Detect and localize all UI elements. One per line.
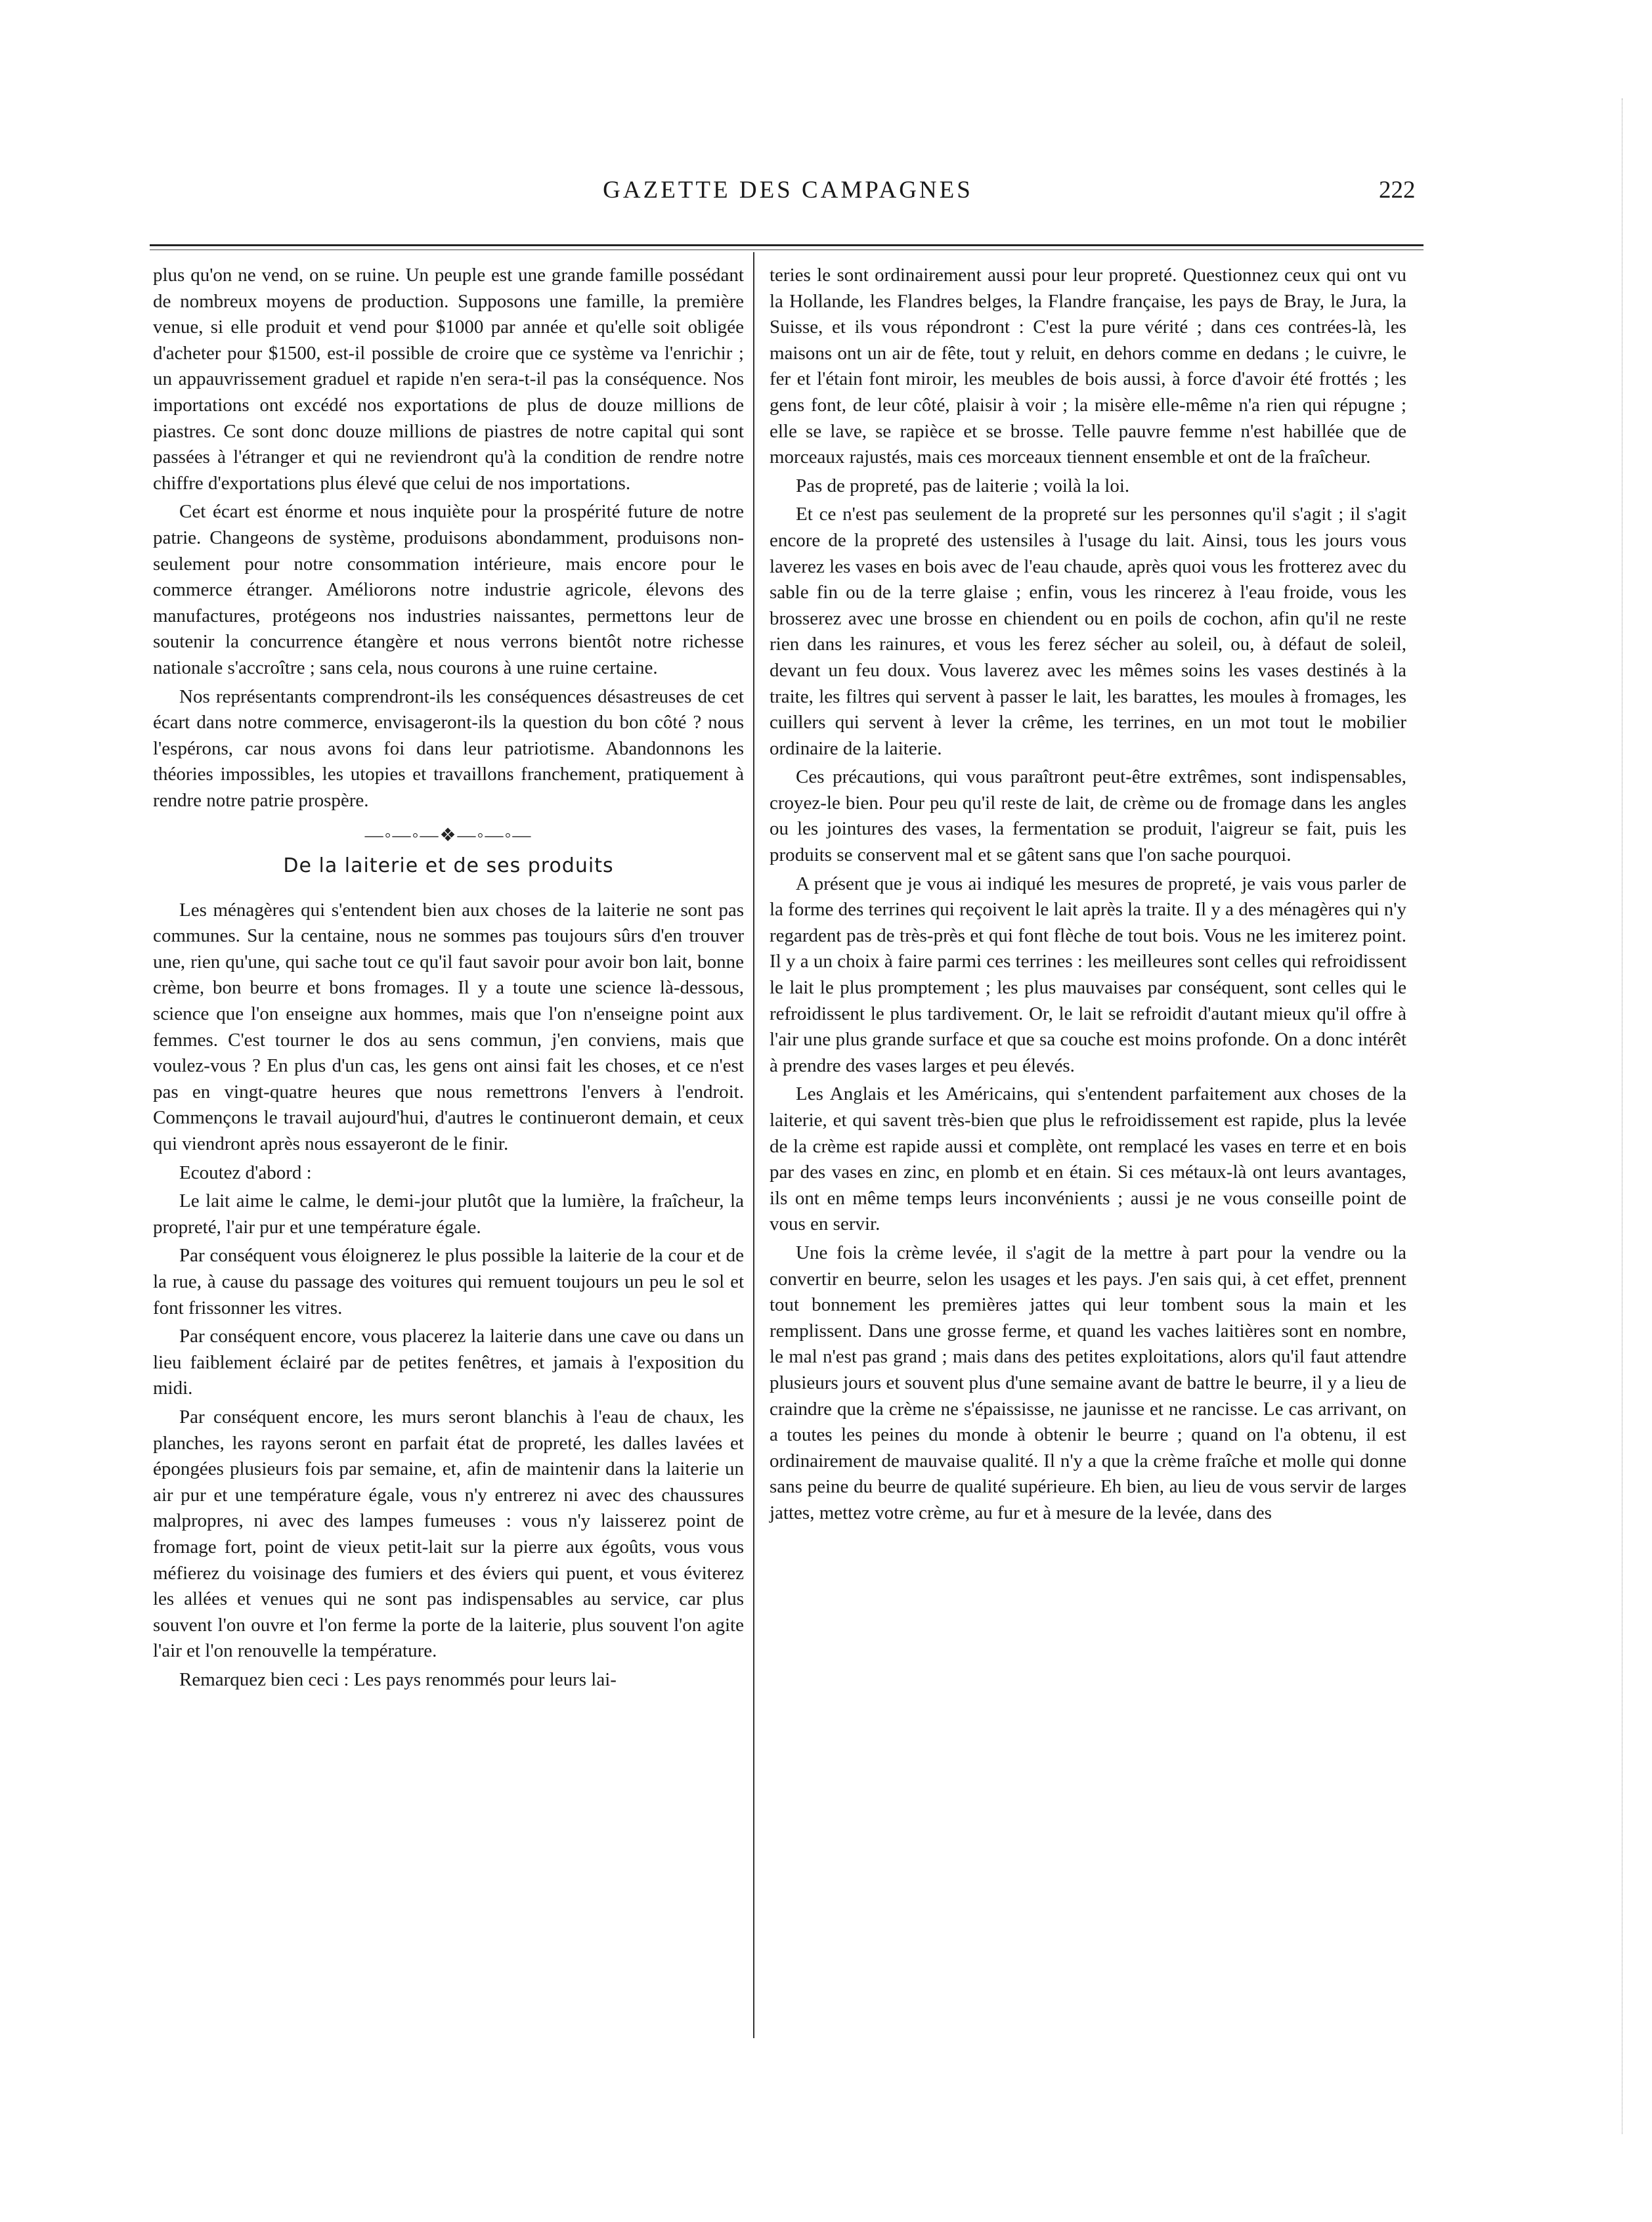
paragraph: plus qu'on ne vend, on se ruine. Un peuple est une grande famille possédant de nombreux moyens de production. Supposons une famille, la première venue, si elle produit et vend pour $1000 par année et qu'elle soit obligée d'acheter pour $1500, est-il possible de croire que ce système va l'enrichir ; un appauvrissement graduel et rapide n'en sera-t-il pas la conséquence. Nos importations ont excédé nos exportations de plus de douze millions de piastres. Ce sont donc douze millions de piastres de notre capital qui sont passées à l'étranger et qui ne reviendront qu'à la condition de rendre notre chiffre d'exportations plus élevé que celui de nos importations. — [153, 265, 744, 494]
journal-title: GAZETTE DES CAMPAGNES — [603, 177, 973, 204]
section-title: De la laiterie et de ses produits — [283, 854, 614, 878]
paragraph: Le lait aime le calme, le demi-jour plutôt que la lumière, la fraîcheur, la propreté, l'air pur et une température égale. — [153, 1190, 744, 1238]
paragraph: Une fois la crème levée, il s'agit de la mettre à part pour la vendre ou la convertir en beurre, selon les usages et les pays. J'en sais qui, à cet effet, prennent tout bonnement les premières jattes qui leur tombent sous la main et les remplissent. Dans une grosse ferme, et quand les vaches laitières sont en nombre, le mal n'est pas grand ; mais dans des petites exploitations, alors qu'il faut attendre plusieurs jours et souvent plus d'une semaine avant de battre le beurre, il y a lieu de craindre que la crème ne s'épaississe, ne jaunisse et ne rancisse. Le cas arrivant, on a toutes les peines du monde à obtenir le beurre ; quand on l'a obtenu, il est ordinairement de mauvaise qualité. Il n'y a que la crème fraîche et molle qui donne sans peine du beurre de qualité supérieure. Eh bien, au lieu de vous servir de larges jattes, mettez votre crème, au fur et à mesure de la levée, dans des — [770, 1242, 1406, 1523]
paragraph: Ecoutez d'abord : — [179, 1162, 312, 1183]
column-divider — [753, 252, 754, 2038]
paragraph: Par conséquent vous éloignerez le plus possible la laiterie de la cour et de la rue, à cause du passage des voitures qui remuent toujours un peu le sol et font frissonner les vitres. — [153, 1245, 744, 1318]
paragraph: Ces précautions, qui vous paraîtront peut-être extrêmes, sont indispensables, croyez-le bien. Pour peu qu'il reste de lait, de crème ou de fromage dans les angles ou les jointures des vases, la fermentation se produit, l'aigreur se fait, puis les produits se conservent mal et se gâtent sans que l'on sache pourquoi. — [770, 766, 1406, 866]
paragraph: A présent que je vous ai indiqué les mesures de propreté, je vais vous parler de la forme des terrines qui reçoivent le lait après la traite. Il y a des ménagères qui n'y regardent pas de très-près et qui font flèche de tout bois. Vous ne les imiterez point. Il y a un choix à faire parmi ces terrines : les meilleures sont celles qui refroidissent le lait le plus promptement ; les plus mauvaises par conséquent, sont celles qui le refroidissent le plus tardivement. Or, le lait se refroidit d'autant mieux qu'il offre à l'air une plus grande surface et que sa couche est moins profonde. On a donc intérêt à prendre des vases larges et peu élevés. — [770, 873, 1406, 1076]
page-number: 222 — [1379, 177, 1416, 204]
header-rule — [150, 244, 1424, 246]
section-ornament: —◦—◦—❖—◦—◦— — [364, 825, 533, 846]
paragraph: teries le sont ordinairement aussi pour leur propreté. Questionnez ceux qui ont vu la Hollande, les Flandres belges, la Flandre française, les pays de Bray, le Jura, la Suisse, et ils vous répondront : C'est la pure vérité ; dans ces contrées-là, les maisons ont un air de fête, tout y reluit, en dehors comme en dedans ; le cuivre, le fer et l'étain font miroir, les meubles de bois aussi, à force d'avoir été frottés ; les gens font, de leur côté, plaisir à voir ; la misère elle-même n'a rien qui répugne ; elle se lave, se rapièce et se brosse. Telle pauvre femme n'est habillée que de morceaux rajustés, mais ces morceaux tiennent ensemble et ont de la fraîcheur. — [770, 265, 1406, 468]
paragraph: Remarquez bien ceci : Les pays renommés pour leurs lai- — [179, 1668, 617, 1690]
paragraph: Les ménagères qui s'entendent bien aux choses de la laiterie ne sont pas communes. Sur la centaine, nous ne sommes pas toujours sûrs d'en trouver une, rien qu'une, qui sache tout ce qu'il faut savoir pour avoir bon lait, bonne crème, bon beurre et bons fromages. Il y a toute une science là-dessous, science que l'on enseigne aux hommes, mais que l'on n'enseigne point aux femmes. C'est tourner le dos au sens commun, j'en conviens, mais que voulez-vous ? En plus d'un cas, les gens ont ainsi fait les choses, et ce n'est pas en vingt-quatre heures que nous remettrons l'envers à l'endroit. Commençons le travail aujourd'hui, d'autres le continueront demain, et ceux qui viendront après nous essayeront de le finir. — [153, 899, 744, 1154]
paragraph: Et ce n'est pas seulement de la propreté sur les personnes qu'il s'agit ; il s'agit encore de la propreté des ustensiles à l'usage du lait. Ainsi, tous les jours vous laverez les vases en bois avec de l'eau chaude, après quoi vous les frotterez avec du sable fin ou de la terre glaise ; enfin, vous les rincerez à l'eau froide, vous les brosserez avec une brosse en chiendent ou en poils de cochon, afin qu'il ne reste rien dans les rainures, et vous les ferez sécher au soleil, ou, à défaut de soleil, devant un feu doux. Vous laverez avec les mêmes soins les vases destinés à la traite, les filtres qui servent à passer le lait, les barattes, les moules à fromages, les cuillers qui servent à lever la crême, les terrines, en un mot tout le mobilier ordinaire de la laiterie. — [770, 504, 1406, 759]
paragraph: Par conséquent encore, vous placerez la laiterie dans une cave ou dans un lieu faiblement éclairé par de petites fenêtres, et jamais à l'exposition du midi. — [153, 1326, 744, 1399]
left-column — [153, 263, 744, 1693]
paragraph: Les Anglais et les Américains, qui s'entendent parfaitement aux choses de la laiterie, et qui savent très-bien que plus le refroidissement est rapide, plus la levée de la crème est rapide aussi et complète, ont remplacé les vases en terre et en bois par des vases en zinc, en plomb et en étain. Si ces métaux-là ont leurs avantages, ils ont en même temps leurs inconvénients ; aussi je ne vous conseille point de vous en servir. — [770, 1083, 1406, 1235]
paragraph: Cet écart est énorme et nous inquiète pour la prospérité future de notre patrie. Changeons de système, produisons abondamment, produisons non-seulement pour notre consommation intérieure, mais encore pour le commerce étranger. Améliorons notre industrie agricole, élevons des manufactures, protégeons nos industries naissantes, permettons leur de soutenir la concurrence étangère et nous verrons bientôt notre richesse nationale s'accroître ; sans cela, nous courons à une ruine certaine. — [153, 501, 744, 678]
paragraph: Nos représentants comprendront-ils les conséquences désastreuses de cet écart dans notre commerce, envisageront-ils la question du bon côté ? nous l'espérons, car nous avons foi dans leur patriotisme. Abandonnons les théories impossibles, les utopies et travaillons franchement, pratiquement à rendre notre patrie prospère. — [153, 686, 744, 811]
paragraph: Pas de propreté, pas de laiterie ; voilà la loi. — [796, 475, 1130, 496]
right-column — [770, 263, 1406, 1527]
paragraph: Par conséquent encore, les murs seront blanchis à l'eau de chaux, les planches, les rayons seront en parfait état de propreté, les dalles lavées et épongées plusieurs fois par semaine, et, afin de maintenir dans la laiterie un air pur et une température égale, vous n'y entrerez ni avec des chaussures malpropres, ni avec des lampes fumeuses : vous n'y laisserez point de fromage fort, point de vieux petit-lait sur la pierre aux égoûts, vous vous méfierez du voisinage des fumiers et des éviers qui puent, et vous éviterez les allées et venues qui ne sont pas indispensables au service, car plus souvent l'on ouvre et l'on ferme la porte de la laiterie, plus souvent l'on agite l'air et l'on renouvelle la température. — [153, 1406, 744, 1662]
page-header — [131, 176, 1416, 215]
